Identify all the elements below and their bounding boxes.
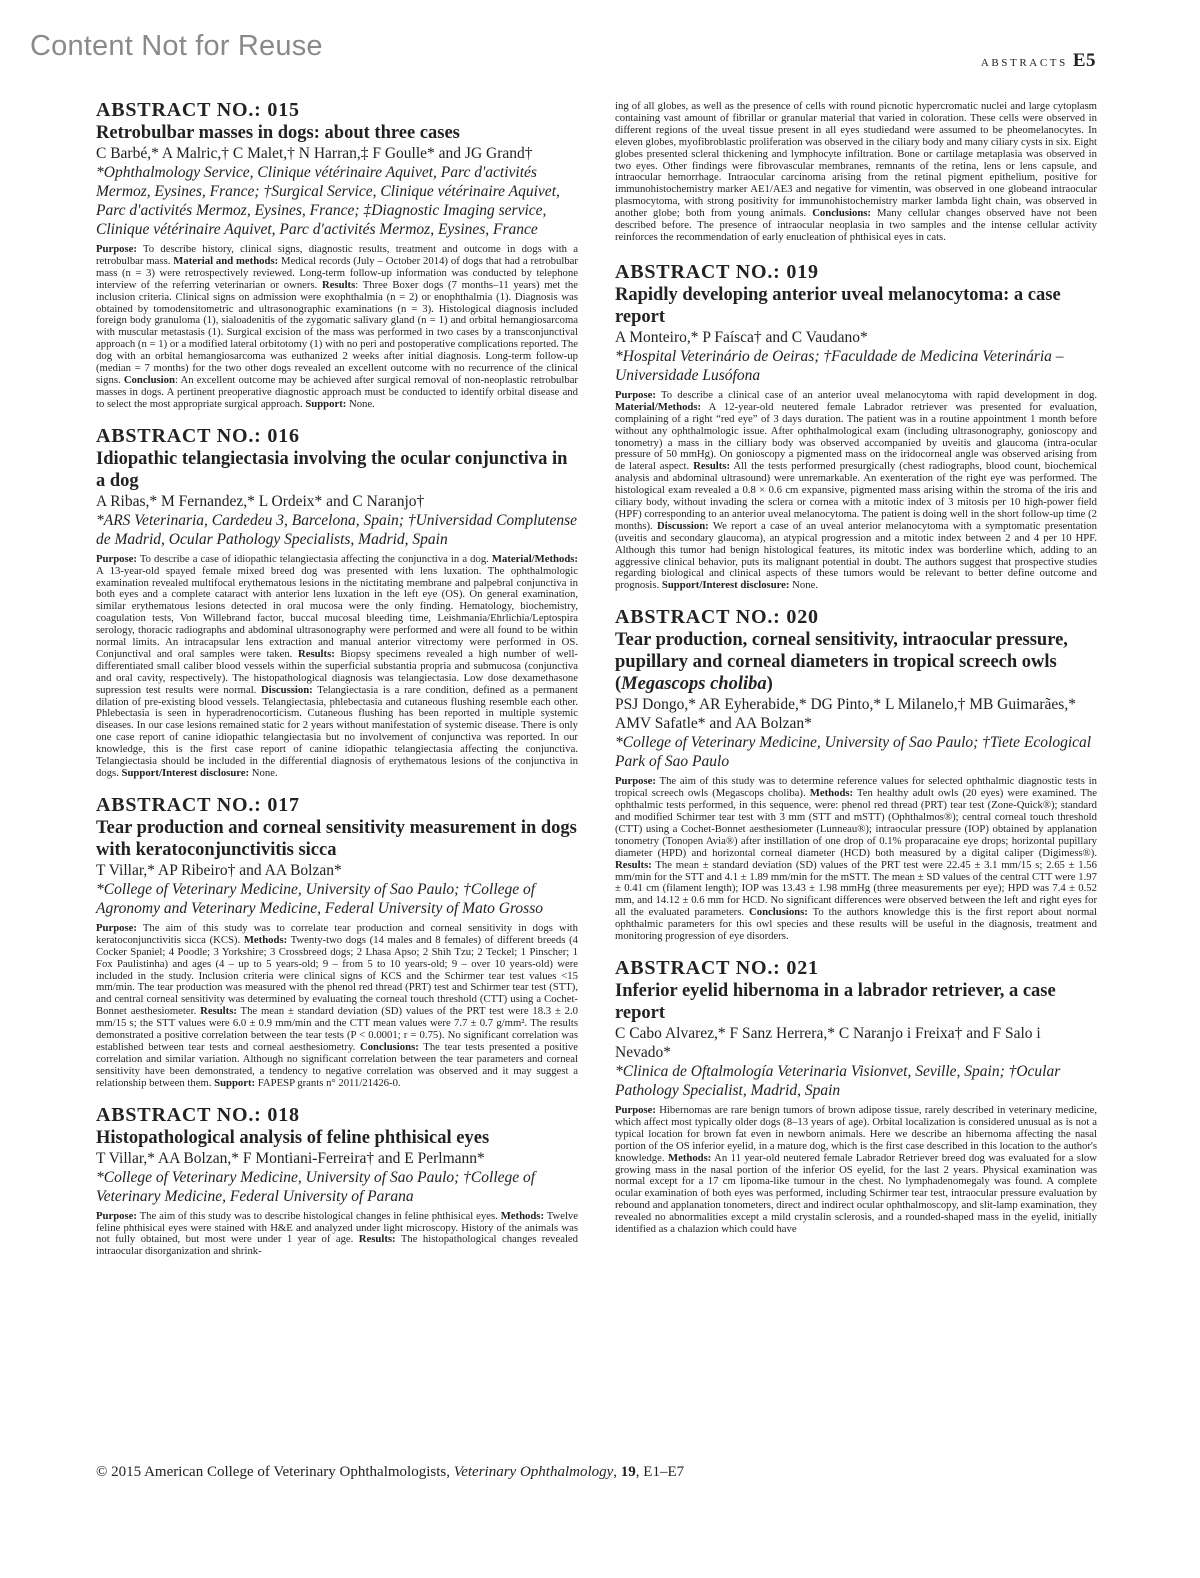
- abstract-021: [615, 956, 1097, 1236]
- section-text: Hibernomas are rare benign tumors of brown adipose tissue, rarely described in veterinary medicine, which affect most typically older dogs (8–13 years of age). Orbital localization is considered unusual as is not a typical location for brown fat even in newborn animals. Here we describe an hibernoma affecting the nasal portion of the OS inferior eyelid, in a mature dog, which is the first case described in this location to the author's knowledge.: [615, 1103, 1097, 1164]
- abstract-authors: C Barbé,* A Malric,† C Malet,† N Harran,‡ F Goulle* and JG Grand†: [96, 145, 533, 162]
- abstract-body: [615, 776, 1097, 943]
- abstract-authors: A Ribas,* M Fernandez,* L Ordeix* and C Naranjo†: [96, 492, 425, 510]
- footer-pages: , E1–E7: [635, 1464, 685, 1480]
- section-text: All the tests performed presurgically (chest radiographs, blood count, biochemical analysis and abdominal ultrasound) were unremarkable. An exenteration of the right eye was performed. The histological exam revealed a 0.8 × 0.6 cm expansive, pigmented mass arising within the stroma of the iris and ciliary body, without invading the sclera or cornea with a mitotic index of 3 mitosis per 10 high-power field (HPF) corresponding to an anterior uveal melanocytoma. The patient is doing well in the short follow-up time (2 months).: [615, 460, 1097, 532]
- section-heading: Conclusions:: [812, 207, 871, 220]
- section-text: : Three Boxer dogs (7 months–11 years) met the inclusion criteria. Clinical signs on admission were exophthalmia (n = 2) or enophthalmia (1). Diagnosis was obtained by tomodensitometric and ultrasonographic examinations (n = 3). Histological diagnosis included foreign body granuloma (1), sialoadenitis of the zygomatic salivary gland (n = 1) and orbital hemangiosarcoma with muscular metastasis (1). Surgical excision of the mass was performed in two cases by a transconjunctival approach (n = 1) or a modified lateral orbitotomy (1) with no peri and postoperative complications reported. The dog with an orbital hemangiosarcoma was euthanized 2 weeks after initial diagnosis. Long-term follow-up (median = 7 months) for the two other dogs revealed an excellent outcome with no recurrence of the clinical signs.: [96, 278, 578, 386]
- section-text: Many cellular changes observed have not been described before. The presence of intraocular neoplasia in two samples and the intense cellular activity reinforces the recommendation of early enucleation of phthisical eyes in cats.: [615, 207, 1098, 243]
- running-head-label: ABSTRACTS: [980, 57, 1068, 69]
- abstract-016: [96, 424, 578, 780]
- abstract-body: [96, 1211, 578, 1259]
- footer-copyright: © 2015 American College of Veterinary Ophthalmologists,: [96, 1464, 454, 1480]
- title-end: ): [766, 674, 773, 695]
- abstract-number: ABSTRACT NO.: 015: [96, 99, 300, 121]
- section-text: To describe a case of idiopathic telangiectasia affecting the conjunctiva in a dog.: [136, 552, 492, 565]
- section-text: : An excellent outcome may be achieved after surgical removal of non-neoplastic retrobulbar masses in dogs. A pertinent preoperative diagnostic approach must be conducted to identify orbital disease and to select the most appropriate surgical approach.: [96, 373, 578, 410]
- abstract-body: [615, 390, 1097, 592]
- abstract-title: Rapidly developing anterior uveal melanocytoma: a case report: [615, 284, 1061, 327]
- abstract-title: Inferior eyelid hibernoma in a labrador retriever, a case report: [615, 980, 1056, 1023]
- page-number: E5: [1072, 50, 1096, 71]
- abstract-body: [96, 554, 578, 780]
- abstract-affiliations: *College of Veterinary Medicine, University of Sao Paulo; †Tiete Ecological Park of Sao Paulo: [615, 734, 1092, 771]
- section-heading: Results:: [200, 1005, 237, 1018]
- section-heading: Results:: [693, 460, 731, 473]
- abstract-018: [96, 1103, 578, 1259]
- section-heading: Discussion:: [261, 683, 313, 696]
- section-text: None.: [249, 767, 278, 779]
- section-heading: Methods:: [500, 1209, 545, 1222]
- section-text: The aim of this study was to describe histological changes in feline phthisical eyes.: [136, 1209, 501, 1222]
- section-heading: Methods:: [243, 933, 288, 946]
- abstract-authors: T Villar,* AP Ribeiro† and AA Bolzan*: [96, 861, 342, 879]
- section-heading: Methods:: [809, 787, 854, 800]
- section-heading: Material and methods:: [173, 254, 279, 267]
- section-text: A 13-year-old spayed female mixed breed dog was presented with lens luxation. The ophthalmologic examination revealed multifocal erythematous lesions in the nictitating membrane and palpebral conjunctiva in both eyes and a complete cataract with anterior lens luxation in the left eye (OS). On general examination, similar erythematous lesions detected in oral mucosa were the only finding. Hematology, biochemistry, coagulation tests, Von Willebrand factor, buccal mucosal bleeding time, Leishmania/Ehrlichia/Leptospira serology, thoracic radiographs and abdominal ultrasonography were performed and were all found to be within normal limits. An intracapsular lens extraction and manual anterior vitrectomy were performed in OS. Conjunctival and oral samples were taken.: [96, 564, 578, 660]
- running-head: [981, 50, 1096, 72]
- abstract-number: ABSTRACT NO.: 019: [615, 260, 819, 283]
- abstract-title: Tear production and corneal sensitivity measurement in dogs with keratoconjunctivitis sicca: [96, 817, 577, 860]
- abstract-number: ABSTRACT NO.: 017: [96, 793, 300, 816]
- footer-journal: Veterinary Ophthalmology: [453, 1464, 614, 1480]
- section-heading: Material/Methods:: [615, 400, 702, 413]
- right-column: [615, 101, 1097, 1249]
- abstract-authors: C Cabo Alvarez,* F Sanz Herrera,* C Naranjo i Freixa† and F Salo i Nevado*: [615, 1024, 1041, 1061]
- continuation-text: ing of all globes, as well as the presence of cells with round picnotic hypercromatic nuclei and large cytoplasm containing vast amount of fibrillar or granular material that varied in coloration. These cells were observed in different regions of the uveal tissue present in all eyes studiedand were assumed to be pheomelanocytes. In eleven globes, myofibroblastic proliferation was observed in the ciliary body and many ciliary cysts in six. Eight globes presented scleral thickening and lymphocyte infiltration. Bone or cartilage metaplasia was observed in two eyes. Other findings were fibrovascular membranes, remnants of the retina, lens or lens capsule, and intraocular hemorrhage. Intraocular carcinoma arising from the retinal pigment epithelium, positive for immunohistochemistry marker AE1/AE3 and negative for vimentin, was observed in one globeand intraocular plasmocytoma, with strong positivity for immunohistochemistry marker lambda light chain, was observed in another globe; both from young animals.: [615, 100, 1098, 220]
- section-heading: Material/Methods:: [491, 552, 578, 565]
- abstract-017: [96, 793, 578, 1090]
- abstract-number: ABSTRACT NO.: 018: [96, 1103, 300, 1126]
- abstract-title: [615, 629, 1097, 695]
- section-heading: Support:: [305, 397, 347, 410]
- abstract-number: ABSTRACT NO.: 020: [615, 606, 819, 629]
- abstract-authors: T Villar,* AA Bolzan,* F Montiani-Ferreira† and E Perlmann*: [96, 1149, 485, 1167]
- section-heading: Methods:: [668, 1151, 712, 1164]
- section-text: Twenty-two dogs (14 males and 8 females) of different breeds (4 Cocker Spaniel; 4 Poodle; 3 Yorkshire; 3 Crossbreed dogs; 2 Lhasa Apso; 2 Shih Tzu; 2 Teckel; 1 Pinscher; 1 Fox Paulistinha) and ages (4 – up to 5 years-old; 9 – from 5 to 10 years-old; 9 – over 10 years-old) were included in the study. Inclusion criteria were clinical signs of KCS and the Schirmer tear test values <15 mm/min. The tear production was measured with the phenol red thread (PRT) test and Schirmer tear test (STT), and central corneal sensitivity was determined by evaluating the corneal touch threshold (CTT) using a Cochet-Bonnet aesthesiometer.: [96, 933, 579, 1018]
- left-column: [96, 98, 578, 1271]
- section-text: We report a case of an uveal anterior melanocytoma with a symptomatic presentation (uveitis and secondary glaucoma), an atypical progression and a mitotic index between 2 and 4 per 10 HPF. Although this tumor had benign histological features, its mitotic index was borderline which, adding to an aggressive clinical behavior, puts its malignant potential in doubt. The authors suggest that prospective studies regarding biological and clinical aspects of these tumors would be relevant to better define outcome and prognosis.: [615, 519, 1097, 592]
- abstract-authors: PSJ Dongo,* AR Eyherabide,* DG Pinto,* L Milanelo,† MB Guimarães,* AMV Safatle* and AA Bolzan*: [615, 696, 1076, 733]
- section-heading: Purpose:: [96, 243, 137, 255]
- section-text: Telangiectasia is a rare condition, defined as a permanent dilation of pre-existing blood vessels. Telangiectasia, phlebectasia and cutaneous flushing resemble each other. Phlebectasia is seen in hyperadrenocorticism. Cutaneous flushing has been reported in multiple systemic diseases. In our case lesions remained static for 2 years without manifestation of systemic disease. There is only one case report of canine idiopathic telangiectasia but no involvement of conjunctiva was reported. In our knowledge, this is the first case report of canine idiopathic telangiectasia affecting the conjunctiva. Telangiectasia should be included in the differential diagnosis of erythematous lesions of the conjunctiva in dogs.: [96, 683, 579, 779]
- footer-volume: 19: [620, 1464, 636, 1480]
- abstract-body: [96, 923, 578, 1090]
- section-heading: Support:: [214, 1076, 256, 1089]
- abstract-body: [96, 244, 578, 411]
- abstract-authors: A Monteiro,* P Faísca† and C Vaudano*: [615, 328, 868, 346]
- section-text: The aim of this study was to determine reference values for selected ophthalmic diagnostic tests in tropical screech owls (Megascops choliba).: [615, 775, 1097, 800]
- section-text: To describe history, clinical signs, diagnostic results, treatment and outcome in dogs with a retrobulbar mass.: [96, 243, 578, 267]
- section-text: Twelve feline phthisical eyes were stained with H&E and analyzed under light microscopy. History of the animals was not fully obtained, but most were under 1 year of age.: [96, 1209, 579, 1246]
- footer-sep: ,: [613, 1464, 621, 1480]
- section-text: The tear tests presented a positive correlation and similar variation. Although no significant correlation between the tear parameters and corneal sensitivity have been demonstrated, a tendency to negative correlation was observed and it may suggest a relationship between them.: [96, 1040, 578, 1089]
- section-heading: Conclusions:: [749, 906, 808, 919]
- section-text: Medical records (July – October 2014) of dogs that had a retrobulbar mass (n = 3) were retrospectively reviewed. Long-term follow-up information was conducted by telephone interview of the referring veterinarian or owners.: [96, 254, 578, 291]
- section-heading: Results: [322, 278, 356, 291]
- abstract-number: ABSTRACT NO.: 021: [615, 956, 819, 979]
- section-heading: Support/Interest disclosure:: [661, 579, 790, 592]
- section-heading: Conclusions:: [359, 1040, 419, 1053]
- abstract-affiliations: *College of Veterinary Medicine, University of Sao Paulo; †College of Agronomy and Veterinary Medicine, Federal University of Mato Grosso: [96, 880, 543, 917]
- section-heading: Purpose:: [615, 1103, 656, 1116]
- section-heading: Support/Interest disclosure:: [121, 767, 250, 779]
- section-text: Biopsy specimens revealed a high number of well-differentiated small caliber blood vessels within the superficial substantia propria and submucosa (conjunctiva and oral cavity, respectively). The histopathological diagnosis was telangiectasia. Low dose dexamethasone supression test results were normal.: [96, 647, 578, 696]
- abstract-affiliations: *Clinica de Oftalmología Veterinaria Visionvet, Seville, Spain; †Ocular Pathology Specialist, Madrid, Spain: [615, 1062, 1061, 1099]
- section-heading: Purpose:: [615, 388, 656, 401]
- title-species: Megascops choliba: [621, 674, 767, 695]
- abstract-title: Retrobulbar masses in dogs: about three cases: [96, 123, 460, 143]
- section-text: The histopathological changes revealed intraocular disorganization and shrink-: [96, 1233, 578, 1258]
- section-heading: Results:: [358, 1233, 396, 1246]
- abstract-018-continuation: [615, 101, 1097, 244]
- abstract-title: Histopathological analysis of feline phthisical eyes: [96, 1127, 490, 1148]
- section-text: An 11 year-old neutered female Labrador Retriever breed dog was evaluated for a slow growing mass in the nasal portion of the inferior OS eyelid, for the last 2 years. Physical examination was normal except for a 17 cm lipoma-like tumour in the chest. No lymphadenomegaly was found. A complete ocular examination of both eyes was performed, including Schirmer tear test, intraocular pressure evaluation by rebound and applanation tonometers, direct and indirect ocular ophthalmoscopy, and slit-lamp examination, they revealed no abnormalities except a mild crystalin sclerosis, and a rounded-shaped mass in the eyelid, initially identified as a chalazion which could have: [615, 1151, 1097, 1236]
- abstract-affiliations: *College of Veterinary Medicine, University of Sao Paulo; †College of Veterinary Medicine, Federal University of Parana: [96, 1168, 536, 1205]
- section-heading: Purpose:: [615, 775, 656, 788]
- section-text: The mean ± standard deviation (SD) values of the PRT test were 18.3 ± 2.0 mm/15 s; the STT values were 6.0 ± 0.9 mm/min and the CTT mean values were 7.7 ± 0.7 g/mm². The results demonstrated a positive correlation between the tear tests (P < 0.0001; r = 0.75). No significant correlation was established between tear tests and corneal aesthesiometry.: [96, 1005, 578, 1053]
- title-main: Tear production, corneal sensitivity, intraocular pressure, pupillary and corneal diameters in tropical screech owls (: [615, 630, 1068, 695]
- section-heading: Purpose:: [96, 1209, 137, 1222]
- section-text: FAPESP grants n° 2011/21426-0.: [255, 1076, 401, 1089]
- section-text: To describe a clinical case of an anterior uveal melanocytoma with rapid development in dog.: [655, 388, 1097, 401]
- abstract-affiliations: *Ophthalmology Service, Clinique vétérinaire Aquivet, Parc d'activités Mermoz, Eysines, France; †Surgical Service, Clinique vétérinaire Aquivet, Parc d'activités Mermoz, Eysines, France; ‡Diagnostic Imaging service, Clinique vétérinaire Aquivet, Parc d'activités Mermoz, Eysines, France: [96, 164, 560, 238]
- section-heading: Results:: [297, 647, 335, 660]
- section-text: The mean ± standard deviation (SD) values of the PRT test were 22.45 ± 3.1 mm/15 s; 2.65 ± 1.56 mm/min for the STT and 4.1 ± 1.89 mm/min for the mSTT. The mean ± SD values of the central CTT were 1.97 ± 0.41 cm (filament length); IOP was 13.43 ± 1.98 mmHg (three measurements per eye); HPD was 7.4 ± 0.52 mm, and 14.12 ± 0.6 mm for HCD. No significant differences were observed between the left and right eyes for all the evaluated parameters.: [615, 858, 1097, 919]
- section-text: None.: [346, 397, 375, 410]
- abstract-number: ABSTRACT NO.: 016: [96, 424, 300, 447]
- abstract-affiliations: *ARS Veterinaria, Cardedeu 3, Barcelona, Spain; †Universidad Complutense de Madrid, Ocular Pathology Specialists, Madrid, Spain: [96, 511, 578, 548]
- abstract-020: [615, 605, 1097, 943]
- section-heading: Purpose:: [96, 921, 137, 934]
- abstract-body: [615, 1105, 1097, 1236]
- page-footer: [96, 1464, 684, 1481]
- section-text: To the authors knowledge this is the first report about normal ophthalmic parameters for this owl species and these results will be useful in the diagnosis, treatment and monitoring progression of eye disorders.: [615, 906, 1097, 943]
- section-heading: Results:: [615, 858, 652, 871]
- abstract-019: [615, 260, 1097, 592]
- section-heading: Conclusion: [123, 373, 175, 386]
- section-text: None.: [789, 579, 818, 592]
- abstract-title: Idiopathic telangiectasia involving the ocular conjunctiva in a dog: [96, 448, 568, 491]
- section-text: Ten healthy adult owls (20 eyes) were examined. The ophthalmic tests performed, in this sequence, were: phenol red thread (PRT) tear test (Zone-Quick®); standard and modified Schirmer tear test with 3 mm (STT and mSTT) (Ophthalmos®); central corneal touch threshold (CTT) using a Cochet-Bonnet aesthesiometer (Lunneau®); intraocular pressure (IOP) obtained by applanation tonometry (Tonopen Avia®) after instillation of one drop of 0.1% proparacaine eye drops; horizontal pupillary diameter (HPD) and horizontal corneal diameter (HCD) both measured by a digital caliper (Digimess®).: [615, 787, 1097, 859]
- abstract-015: [96, 98, 578, 411]
- abstract-affiliations: *Hospital Veterinário de Oeiras; †Faculdade de Medicina Veterinária – Universidade Lusófona: [615, 347, 1064, 384]
- section-text: The aim of this study was to correlate tear production and corneal sensitivity in dogs with keratoconjunctivitis sicca (KCS).: [96, 921, 578, 946]
- section-text: A 12-year-old neutered female Labrador retriever was presented for evaluation, complaining of a right “red eye” of 3 days duration. The patient was in a routine appointment 1 month before without any ophthalmologic issue. After ophthalmological exam (including ultrasonography, gonioscopy and tonometry) a mass in the cilliary body was observed accompanied by uveitis and glaucoma (intra-ocular pressure of 50 mmHg). On gonioscopy a pigmented mass on the iridocorneal angle was observed arising from de lateral aspect.: [615, 400, 1097, 473]
- section-heading: Discussion:: [657, 519, 709, 532]
- section-heading: Purpose:: [96, 552, 137, 565]
- watermark: Content Not for Reuse: [30, 30, 323, 62]
